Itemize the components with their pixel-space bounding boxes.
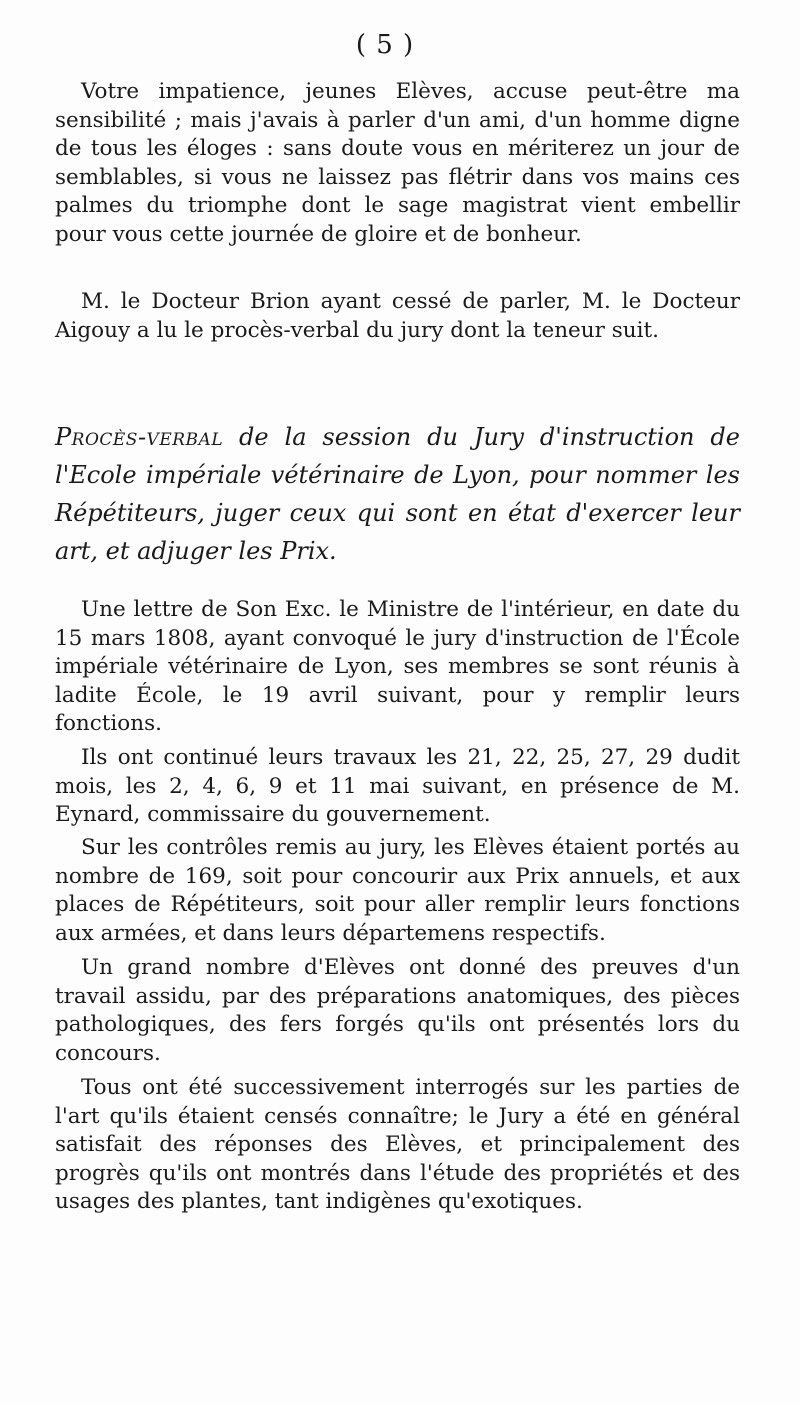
heading-lead: Procès-verbal: [55, 423, 224, 451]
page-number: ( 5 ): [355, 30, 415, 60]
heading-rest: de la session du Jury d'instruction de l'Ecole impériale vétérinaire de Lyon, pour nommer les Répétiteurs, juger ceux qui sont en état d'exercer leur art, et adjuger les Prix.: [55, 423, 740, 565]
paragraph-travaux: [55, 744, 740, 830]
paragraph-controles: [55, 834, 740, 948]
paragraph-text: Une lettre de Son Exc. le Ministre de l'intérieur, en date du 15 mars 1808, ayant convoqué le jury d'instruction de l'École impériale vétérinaire de Lyon, ses membres se sont réunis à ladite École, le 19 avril suivant, pour y remplir leurs fonctions.: [55, 597, 740, 736]
paragraph-text: Votre impatience, jeunes Elèves, accuse peut-être ma sensibilité ; mais j'avais à parler d'un ami, d'un homme digne de tous les éloges : sans doute vous en mériterez un jour de semblables, si vous ne laissez pas flétrir dans vos mains ces palmes du triomphe dont le sage magistrat vient embellir pour vous cette journée de gloire et de bonheur.: [55, 79, 740, 247]
paragraph-text: Un grand nombre d'Elèves ont donné des preuves d'un travail assidu, par des préparations anatomiques, des pièces pathologiques, des fers forgés qu'ils ont présentés lors du concours.: [55, 955, 740, 1066]
paragraph-preuves: [55, 954, 740, 1068]
paragraph-text: M. le Docteur Brion ayant cessé de parler, M. le Docteur Aigouy a lu le procès-verbal du jury dont la teneur suit.: [55, 289, 740, 343]
paragraph-text: Tous ont été successivement interrogés sur les parties de l'art qu'ils étaient censés connaître; le Jury a été en général satisfait des réponses des Elèves, et principalement des progrès qu'ils ont montrés dans l'étude des propriétés et des usages des plantes, tant indigènes qu'exotiques.: [55, 1075, 740, 1214]
paragraph-interroges: [55, 1074, 740, 1217]
section-heading-proces-verbal: [55, 418, 740, 570]
paragraph-docteur-brion: [55, 288, 740, 345]
paragraph-text: Ils ont continué leurs travaux les 21, 22, 25, 27, 29 dudit mois, les 2, 4, 6, 9 et 11 mai suivant, en présence de M. Eynard, commissaire du gouvernement.: [55, 745, 740, 827]
paragraph-text: Sur les contrôles remis au jury, les Elèves étaient portés au nombre de 169, soit pour concourir aux Prix annuels, et aux places de Répétiteurs, soit pour aller remplir leurs fonctions aux armées, et dans leurs départemens respectifs.: [55, 835, 740, 946]
paragraph-lettre-ministre: [55, 596, 740, 739]
paragraph-impatience: [55, 78, 740, 249]
